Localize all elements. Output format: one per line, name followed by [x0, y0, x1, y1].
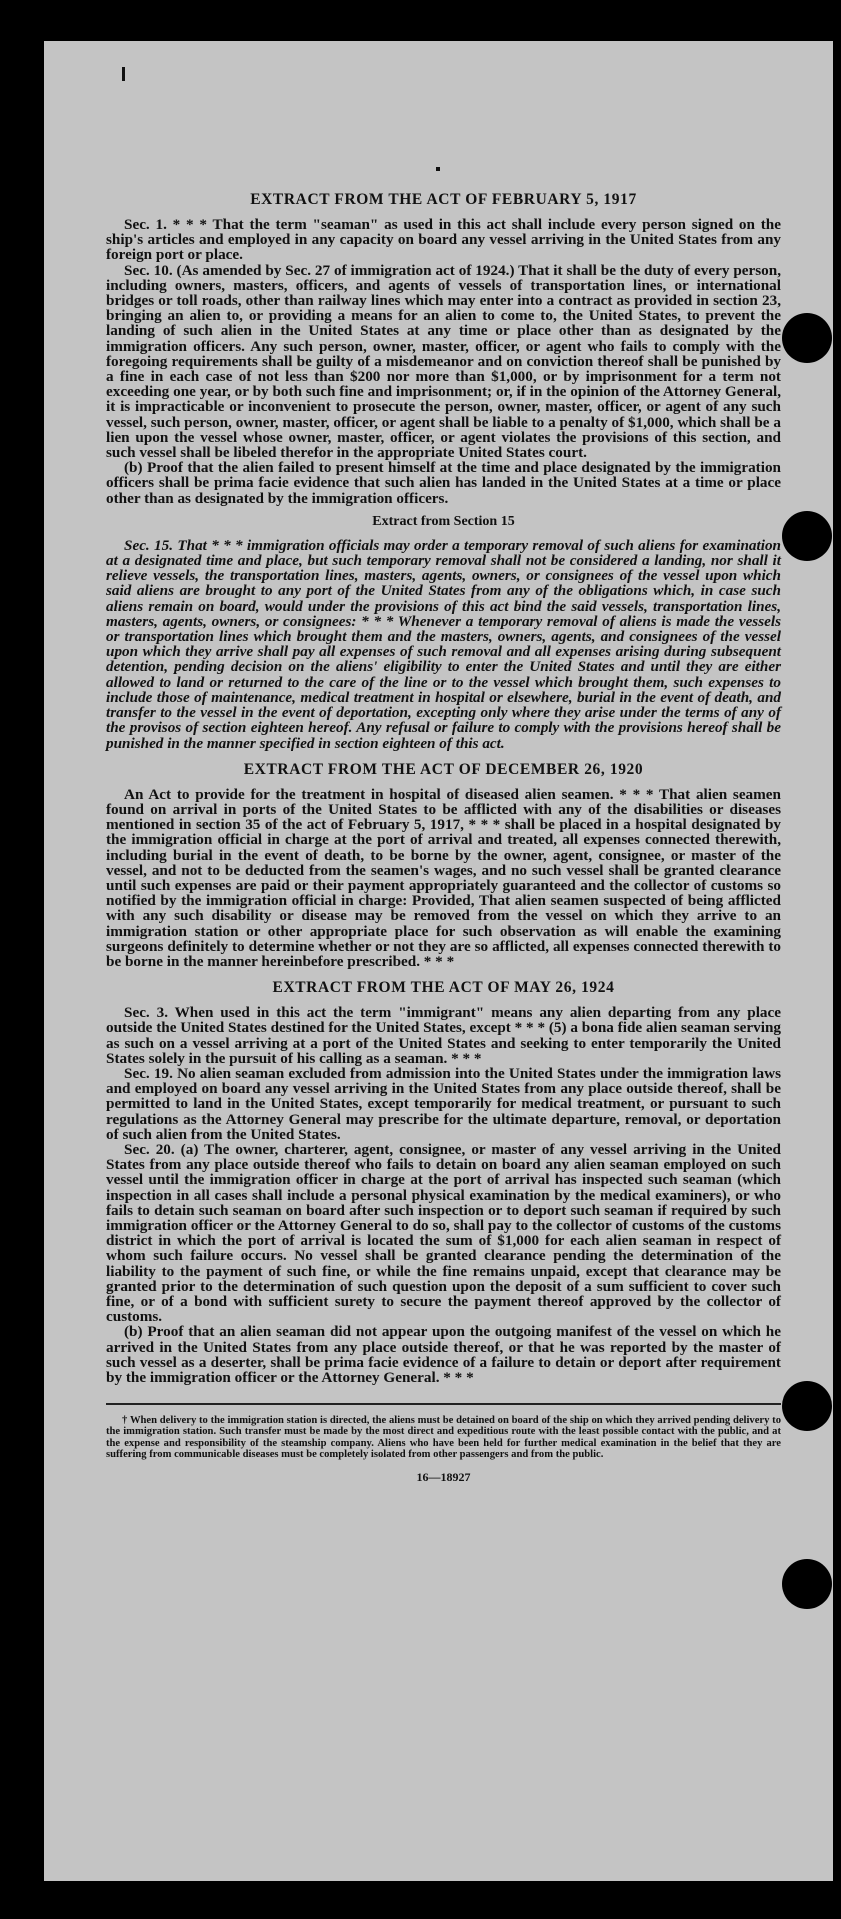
paragraph-sec-10-b: (b) Proof that the alien failed to present himself at the time and place designated by the immigration officers shall be prima facie evidence that such alien has landed in the United States at a time or place other than as designated by the immigration officers.: [106, 459, 781, 507]
subheading-section-15: Extract from Section 15: [372, 513, 515, 529]
punch-hole-3: [782, 1381, 832, 1431]
punch-hole-1: [782, 313, 832, 363]
paragraph-sec-15: Sec. 15. That * * * immigration officials may order a temporary removal of such aliens for examination at a designated time and place, but such temporary removal shall not be considered a landing, nor shall it relieve vessels, the transportation lines, masters, agents, owners, or consignees of the vessel upon which said aliens are brought to any port of the United States from any of the obligations which, in case such aliens remain on board, would under the provisions of this act bind the said vessels, transportation lines, masters, agents, owners, or consignees: * * * Whenever a temporary removal of aliens is made the vessels or transportation lines which brought them and the masters, owners, agents, and consignees of the vessel upon which they arrive shall pay all expenses of such removal and all expenses arising during subsequent detention, pending decision on the aliens' eligibility to enter the United States and until they are either allowed to land or returned to the care of the line or to the vessel which brought them, such expenses to include those of maintenance, medical treatment in hospital or elsewhere, burial in the event of death, and transfer to the vessel in the event of deportation, excepting only where they arise under the terms of any of the provisos of section eighteen hereof. Any refusal or failure to comply with the provisions hereof shall be punished in the manner specified in section eighteen of this act.: [106, 536, 781, 752]
section-heading-1920: EXTRACT FROM THE ACT OF DECEMBER 26, 1920: [243, 760, 644, 778]
page-number: 16—18927: [416, 1470, 471, 1485]
punch-hole-2: [782, 511, 832, 561]
stray-mark-top-center: [436, 167, 440, 171]
paragraph-sec-10: Sec. 10. (As amended by Sec. 27 of immigration act of 1924.) That it shall be the duty of every person, including owners, masters, officers, and agents of vessels of transportation lines, or international bridges or toll roads, other than railway lines which may enter into a contract as provided in section 23, bringing an alien to, or providing a means for an alien to come to, the United States, to prevent the landing of such alien in the United States at any time or place other than as designated by the immigration officers. Any such person, owner, master, officer, or agent who fails to comply with the foregoing requirements shall be guilty of a misdemeanor and on conviction thereof shall be punished by a fine in each case of not less than $200 nor more than $1,000, or by imprisonment for a term not exceeding one year, or by both such fine and imprisonment; or, if in the opinion of the Attorney General, it is impracticable or inconvenient to prosecute the person, owner, master, officer, or agent of any such vessel, such person, owner, master, officer, or agent shall be liable to a penalty of $1,000, which shall be a lien upon the vessel whose owner, master, officer, or agent violates the provisions of this section, and such vessel shall be libeled therefor in the appropriate United States court.: [106, 261, 781, 462]
stray-mark-top-left: [122, 67, 125, 81]
paragraph-sec-3: Sec. 3. When used in this act the term "immigrant" means any alien departing from any place outside the United States destined for the United States, except * * * (5) a bona fide alien seaman serving as such on a vessel arriving at a port of the United States and seeking to enter temporarily the United States solely in the pursuit of his calling as a seaman. * * *: [106, 1004, 781, 1067]
paragraph-sec-1: Sec. 1. * * * That the term "seaman" as used in this act shall include every person signed on the ship's articles and employed in any capacity on board any vessel arriving in the United States from any foreign port or place.: [106, 216, 781, 264]
paragraph-act-1920: An Act to provide for the treatment in hospital of diseased alien seamen. * * * That alien seamen found on arrival in ports of the United States to be afflicted with any of the disabilities or diseases mentioned in section 35 of the act of February 5, 1917, * * * shall be placed in a hospital designated by the immigration official in charge at the port of arrival and treated, all expenses connected therewith, including burial in the event of death, to be borne by the owner, agent, consignee, or master of the vessel, and not to be deducted from the seamen's wages, and no such vessel shall be granted clearance until such expenses are paid or their payment appropriately guaranteed and the collector of customs so notified by the immigration official in charge: Provided, That alien seamen suspected of being afflicted with any such disability or disease may be removed from the vessel on which they arrive to an immigration station or other appropriate place for such observation as will enable the examining surgeons definitely to determine whether or not they are so afflicted, all expenses connected therewith to be borne in the manner hereinbefore prescribed. * * *: [106, 785, 781, 970]
paragraph-sec-20-a: Sec. 20. (a) The owner, charterer, agent, consignee, or master of any vessel arriving in the United States from any place outside thereof who fails to detain on board any alien seaman employed on such vessel until the immigration officer in charge at the port of arrival has inspected such seaman (which inspection in all cases shall include a personal physical examination by the medical examiners), or who fails to detain such seaman on board after such inspection or to deport such seaman if required by such immigration officer or the Attorney General to do so, shall pay to the collector of customs of the customs district in which the port of arrival is located the sum of $1,000 for each alien seaman in respect of whom such failure occurs. No vessel shall be granted clearance pending the determination of the liability to the payment of such fine, or while the fine remains unpaid, except that clearance may be granted prior to the determination of such question upon the deposit of a sum sufficient to cover such fine, or of a bond with sufficient surety to secure the payment thereof approved by the collector of customs.: [106, 1140, 781, 1326]
footnote-divider: [106, 1403, 781, 1405]
punch-hole-4: [782, 1559, 832, 1609]
section-heading-1924: EXTRACT FROM THE ACT OF MAY 26, 1924: [272, 979, 615, 997]
paragraph-sec-19: Sec. 19. No alien seaman excluded from admission into the United States under the immigration laws and employed on board any vessel arriving in the United States from any place outside thereof, shall be permitted to land in the United States, except temporarily for medical treatment, or pursuant to such regulations as the Attorney General may prescribe for the ultimate departure, removal, or deportation of such alien from the United States.: [106, 1064, 781, 1143]
paragraph-sec-20-b: (b) Proof that an alien seaman did not appear upon the outgoing manifest of the vessel on which he arrived in the United States from any place outside thereof, or that he was reported by the master of such vessel as a deserter, shall be prima facie evidence of a failure to detain or deport after requirement by the immigration officer or the Attorney General. * * *: [106, 1323, 781, 1387]
section-heading-1917: EXTRACT FROM THE ACT OF FEBRUARY 5, 1917: [250, 191, 637, 208]
document-page: [44, 41, 833, 1881]
footnote: † When delivery to the immigration station is directed, the aliens must be detained on board of the ship on which they arrived pending delivery to the immigration station. Such transfer must be made by the most direct and expeditious route with the least possible contact with the public, and at the expense and responsibility of the steamship company. Aliens who have been held for further medical examination in the belief that they are suffering from communicable diseases must be completely isolated from other passengers and from the public.: [106, 1415, 781, 1460]
